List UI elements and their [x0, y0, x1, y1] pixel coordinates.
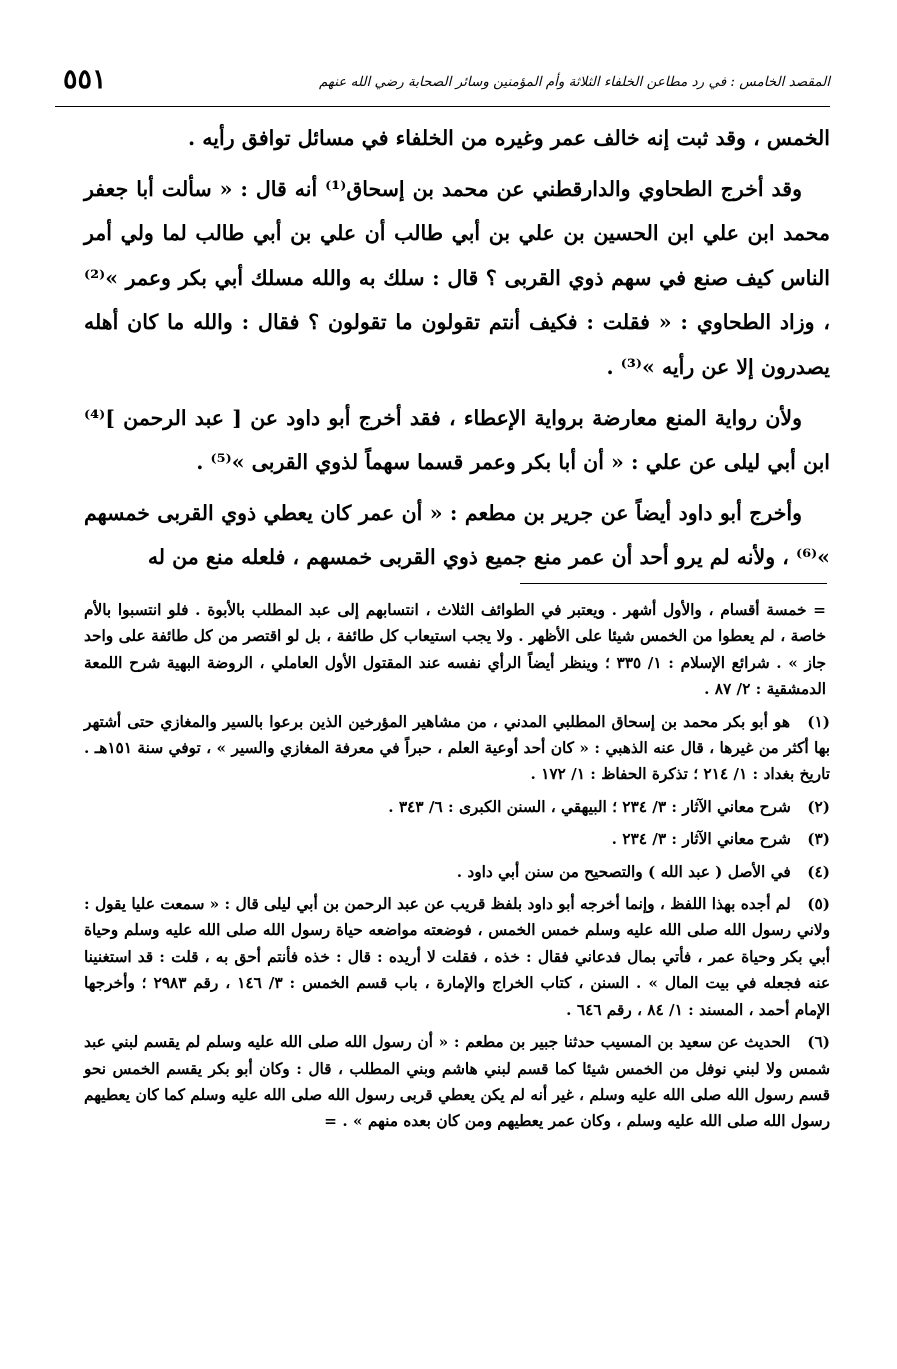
page-number: ٥٥١: [63, 64, 107, 95]
footnote-item: [84, 859, 830, 885]
footnote-item: [84, 1029, 830, 1135]
footnote-text: الحديث عن سعيد بن المسيب حدثنا جبير بن مطعم : « أن رسول الله صلى الله عليه وسلم لم يقسم لبني عبد شمس ولا لبني نوفل من الخمس شيئا كما قسم لبني هاشم وبني المطلب ، قال : وكان أبو بكر يقسم الخمس نحو قسم رسول الله صلى الله عليه وسلم ، غير أنه لم يكن يعطي قربى رسول الله صلى الله عليه وسلم كما كان يعطيهم رسول الله صلى الله عليه وسلم ، وكان عمر يعطيهم ومن كان بعده منهم » . =: [84, 1033, 830, 1131]
body-paragraph: وأخرج أبو داود أيضاً عن جرير بن مطعم : « أن عمر كان يعطي ذوي القربى خمسهم »⁽⁶⁾ ، ولأنه لم يرو أحد أن عمر منع جميع ذوي القربى خمسهم ، فلعله منع من له: [84, 500, 830, 570]
footnote-item: [84, 891, 830, 1023]
footnote-number: (٤): [807, 862, 830, 881]
footnote-number: (٢): [807, 797, 830, 816]
footnote-number: (٣): [807, 830, 830, 849]
body-paragraph: الخمس ، وقد ثبت إنه خالف عمر وغيره من الخلفاء في مسائل توافق رأيه .: [188, 126, 830, 150]
body-paragraph: وقد أخرج الطحاوي والدارقطني عن محمد بن إسحاق⁽¹⁾ أنه قال : « سألت أبا جعفر محمد ابن علي ابن الحسين بن علي بن أبي طالب أن علي بن أبي طالب لما ولي أمر الناس كيف صنع في سهم ذوي القربى ؟ قال : سلك به والله مسلك أبي بكر وعمر »⁽²⁾ ، وزاد الطحاوي : « فقلت : فكيف أنتم تقولون ما تقولون ؟ فقال : والله ما كان أهله يصدرون إلا عن رأيه »⁽³⁾ .: [84, 176, 830, 379]
footnote-text: هو أبو بكر محمد بن إسحاق المطلبي المدني ، من مشاهير المؤرخين الذين برعوا بالسير والمغازي حتى أشتهر بها أكثر من غيرها ، قال عنه الذهبي : « كان أحد أوعية العلم ، حبراً في معرفة المغازي والسير » ، توفي سنة ١٥١هـ . تاريخ بغداد : ١/ ٢١٤ ؛ تذكرة الحفاظ : ١/ ١٧٢ .: [84, 712, 830, 784]
footnote-continuation: = خمسة أقسام ، والأول أشهر . ويعتبر في الطوائف الثلاث ، انتسابهم إلى عبد المطلب بالأبوة . فلو انتسبوا بالأم خاصة ، لم يعطوا من الخمس شيئا على الأظهر . ولا يجب استيعاب كل طائفة ، بل لو اقتصر من كل طائفة على واحد جاز » . شرائع الإسلام : ١/ ٣٣٥ ؛ وينظر أيضاً الرأي نفسه عند المقتول الأول العاملي ، الروضة البهية شرح اللمعة الدمشقية : ٢/ ٨٧ .: [84, 601, 826, 699]
footnote-text: في الأصل ( عبد الله ) والتصحيح من سنن أبي داود .: [456, 862, 791, 881]
footnote-text: شرح معاني الآثار : ٣/ ٢٣٤ ؛ البيهقي ، السنن الكبرى : ٦/ ٣٤٣ .: [388, 797, 791, 816]
footnote-number: (١): [807, 712, 830, 731]
running-title: المقصد الخامس : في رد مطاعن الخلفاء الثلاثة وأم المؤمنين وسائر الصحابة رضي الله عنهم: [319, 74, 830, 90]
footnote-item: [84, 826, 830, 852]
footnote-item: [84, 709, 830, 788]
body-paragraph: ولأن رواية المنع معارضة برواية الإعطاء ، فقد أخرج أبو داود عن [ عبد الرحمن ]⁽⁴⁾ ابن أبي ليلى عن علي : « أن أبا بكر وعمر قسما سهماً لذوي القربى »⁽⁵⁾ .: [84, 405, 830, 475]
main-text: [84, 116, 830, 586]
page-header: [55, 62, 830, 107]
footnote-number: (٥): [807, 895, 830, 914]
footnote-text: شرح معاني الآثار : ٣/ ٢٣٤ .: [611, 830, 791, 849]
footnotes: [84, 597, 830, 1141]
footnote-separator: [520, 583, 827, 584]
footnote-item: [84, 794, 830, 820]
footnote-number: (٦): [807, 1033, 830, 1052]
footnote-text: لم أجده بهذا اللفظ ، وإنما أخرجه أبو داود بلفظ قريب عن عبد الرحمن بن أبي ليلى قال : « سمعت عليا يقول : ولاني رسول الله صلى الله عليه وسلم خمس الخمس ، فوضعته مواضعه حياة رسول الله صلى الله عليه وسلم وحياة أبي بكر وحياة عمر ، فأتي بمال فدعاني فقال : خذه ، فقلت لا أريده : قال : خذه فأنتم أحق به ، قلت : قد استغنينا عنه فجعله في بيت المال » . السنن ، كتاب الخراج والإمارة ، باب قسم الخمس : ٣/ ١٤٦ ، رقم ٢٩٨٣ ؛ وأخرجها الإمام أحمد ، المسند : ١/ ٨٤ ، رقم ٦٤٦ .: [84, 895, 830, 1019]
